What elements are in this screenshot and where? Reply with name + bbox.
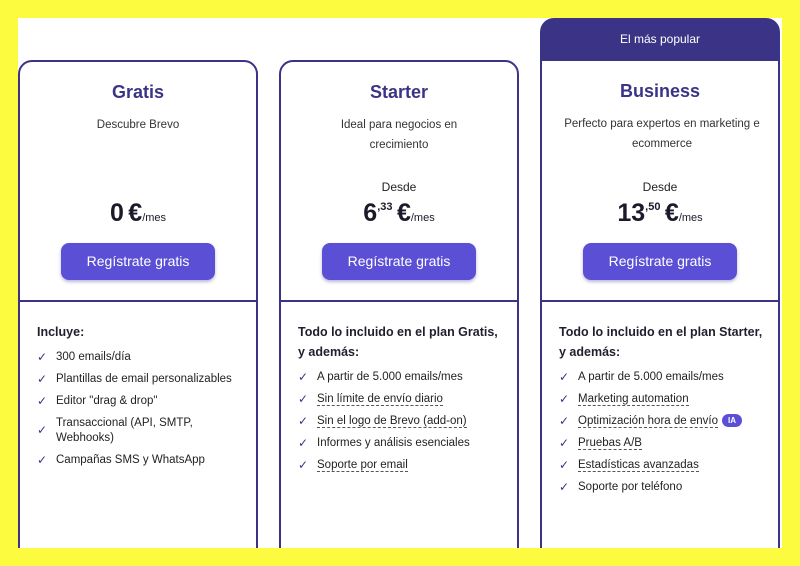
feature-list (559, 322, 768, 502)
check-icon: ✓ (559, 480, 570, 494)
feature-text: Plantillas de email personalizables (56, 373, 232, 385)
feature-text: A partir de 5.000 emails/mes (317, 371, 463, 383)
price-period: /mes (678, 212, 703, 224)
feature-text: A partir de 5.000 emails/mes (578, 371, 724, 383)
feature-item (37, 394, 246, 409)
feature-text[interactable]: Soporte por email (317, 459, 408, 471)
plan-price (281, 199, 517, 228)
feature-item[interactable] (559, 414, 768, 429)
plan-description: Perfecto para expertos en marketing e ecommerce (564, 118, 760, 150)
plan-title: Business (619, 81, 701, 101)
feature-text[interactable]: Sin límite de envío diario (317, 393, 443, 405)
feature-list (37, 322, 246, 475)
ai-tag: IA (722, 414, 742, 427)
feature-item (37, 372, 246, 387)
divider (279, 300, 519, 302)
features-heading: Todo lo incluido en el plan Starter, y además: (559, 325, 763, 359)
feature-item (559, 370, 768, 385)
check-icon: ✓ (37, 350, 48, 364)
check-icon: ✓ (298, 414, 309, 428)
price-cents: ,50 (645, 201, 661, 213)
plan-title: Starter (369, 82, 429, 102)
plan-price (542, 199, 778, 228)
price-whole: 0 (109, 199, 124, 227)
feature-item[interactable] (298, 392, 507, 407)
price-whole: 6 (363, 199, 378, 227)
divider (18, 300, 258, 302)
signup-button[interactable]: Regístrate gratis (322, 243, 476, 280)
check-icon: ✓ (298, 392, 309, 406)
signup-button[interactable]: Regístrate gratis (61, 243, 215, 280)
check-icon: ✓ (37, 394, 48, 408)
popular-badge: El más popular (541, 19, 779, 61)
plan-description: Ideal para negocios en crecimiento (340, 119, 458, 151)
signup-button[interactable]: Regístrate gratis (583, 243, 737, 280)
pricing-section (18, 18, 782, 548)
plan-description: Descubre Brevo (96, 119, 180, 131)
check-icon: ✓ (559, 392, 570, 406)
feature-item (37, 416, 246, 446)
price-currency: € (664, 199, 679, 227)
feature-text: Soporte por teléfono (578, 481, 683, 493)
check-icon: ✓ (559, 370, 570, 384)
feature-text[interactable]: Estadísticas avanzadas (578, 459, 699, 471)
check-icon: ✓ (37, 372, 48, 386)
features-heading: Incluye: (37, 325, 85, 339)
price-currency: € (128, 199, 143, 227)
feature-item (298, 436, 507, 451)
check-icon: ✓ (559, 436, 570, 450)
feature-item[interactable] (298, 458, 507, 473)
check-icon: ✓ (298, 436, 309, 450)
check-icon: ✓ (37, 423, 48, 437)
feature-text: Editor "drag & drop" (56, 395, 158, 407)
feature-text: Informes y análisis esenciales (317, 437, 470, 449)
plan-card-starter (279, 60, 519, 548)
feature-item (298, 370, 507, 385)
check-icon: ✓ (298, 458, 309, 472)
feature-text[interactable]: Pruebas A/B (578, 437, 642, 449)
feature-item[interactable] (559, 392, 768, 407)
feature-text: Campañas SMS y WhatsApp (56, 454, 205, 466)
plan-card-gratis (18, 60, 258, 548)
feature-text: 300 emails/día (56, 351, 131, 363)
plan-price (20, 199, 256, 228)
check-icon: ✓ (559, 414, 570, 428)
feature-item[interactable] (559, 458, 768, 473)
check-icon: ✓ (559, 458, 570, 472)
feature-text: Transaccional (API, SMTP, Webhooks) (56, 417, 193, 444)
plan-title: Gratis (111, 82, 165, 102)
check-icon: ✓ (298, 370, 309, 384)
feature-item[interactable] (298, 414, 507, 429)
feature-item (37, 350, 246, 365)
price-currency: € (396, 199, 411, 227)
price-from-label: Desde (381, 180, 417, 194)
check-icon: ✓ (37, 453, 48, 467)
price-period: /mes (142, 212, 167, 224)
price-whole: 13 (617, 199, 646, 227)
features-heading: Todo lo incluido en el plan Gratis, y además: (298, 325, 498, 359)
feature-text[interactable]: Optimización hora de envío (578, 415, 718, 427)
feature-item (559, 480, 768, 495)
feature-text[interactable]: Marketing automation (578, 393, 689, 405)
feature-item[interactable] (559, 436, 768, 451)
price-period: /mes (410, 212, 435, 224)
divider (540, 300, 780, 302)
feature-item (37, 453, 246, 468)
feature-text[interactable]: Sin el logo de Brevo (add-on) (317, 415, 467, 427)
feature-list (298, 322, 507, 480)
price-cents: ,33 (377, 201, 393, 213)
price-from-label: Desde (642, 180, 678, 194)
plan-card-business (540, 18, 780, 548)
